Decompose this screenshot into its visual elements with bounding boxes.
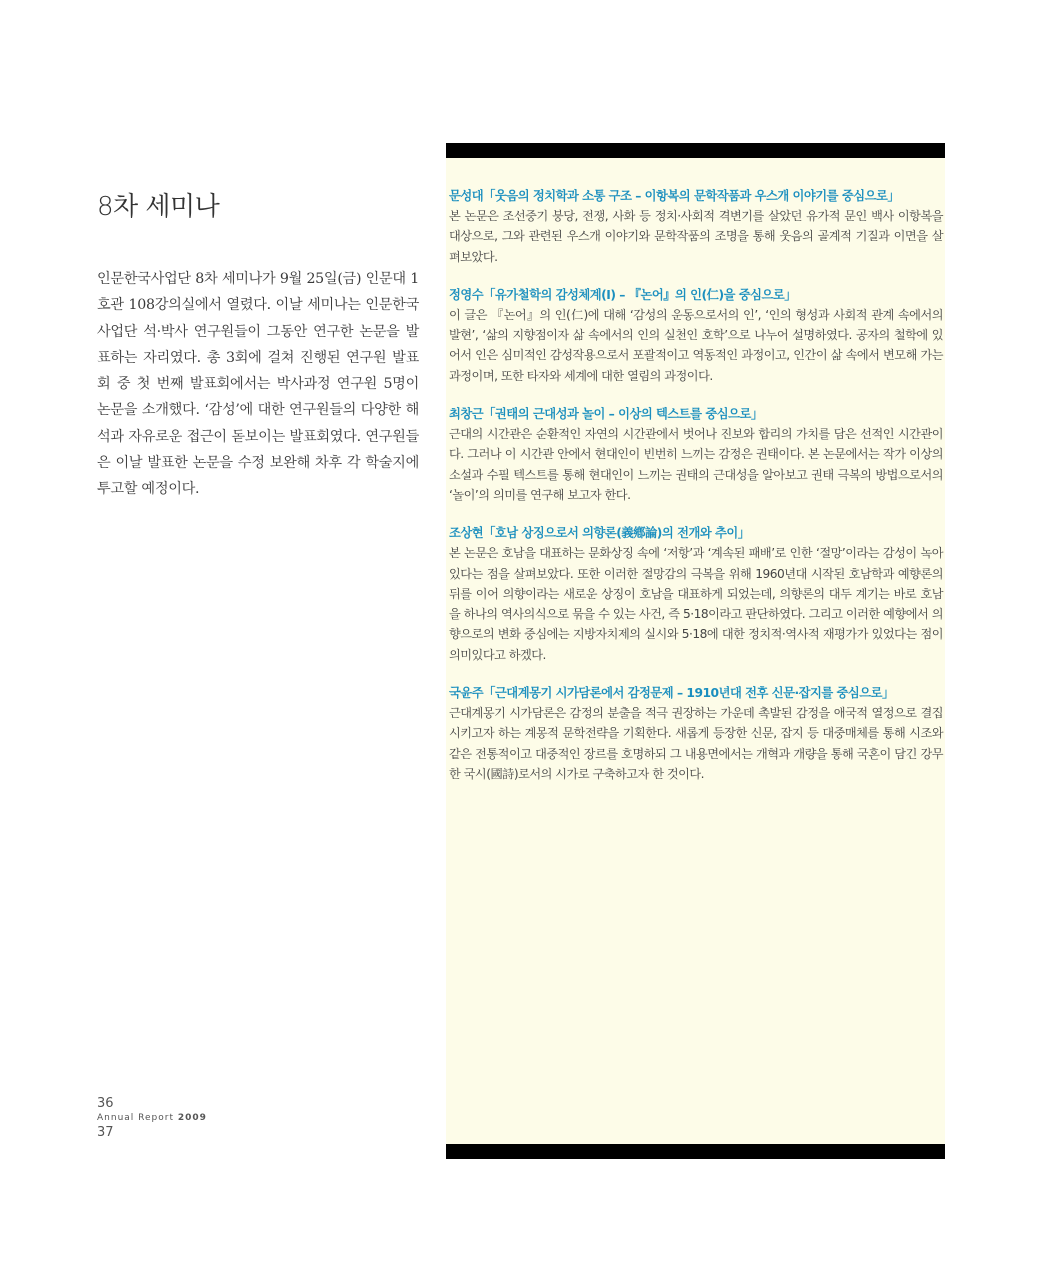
report-label-text: Annual Report (97, 1113, 174, 1123)
papers-list (449, 186, 943, 802)
paper-abstract: 근대계몽기 시가담론은 감정의 분출을 적극 권장하는 가운데 촉발된 감정을 애국적 열정으로 결집시키고자 하는 계몽적 문학전략을 기획한다. 새롭게 등장한 신문, 잡지 등 대중매체를 통해 시조와 같은 전통적이고 대중적인 장르를 호명하되 그 내용면에서는 개혁과 개량을 통해 국혼이 담긴 강무한 국시(國詩)로서의 시가로 구축하고자 한 것이다. (449, 706, 943, 781)
paper-title: 문성대「웃음의 정치학과 소통 구조 – 이항복의 문학작품과 우스개 이야기를 중심으로」 (449, 189, 900, 203)
seminar-title: 8차 세미나 (97, 192, 220, 222)
page-number-left: 36 (97, 1096, 114, 1111)
paper-entry (449, 523, 943, 665)
paper-title: 최창근「권태의 근대성과 놀이 – 이상의 텍스트를 중심으로」 (449, 407, 763, 422)
panel-bottom-bar (446, 1144, 945, 1159)
paper-abstract: 본 논문은 조선중기 붕당, 전쟁, 사화 등 정치·사회적 격변기를 살았던 유가적 문인 백사 이항복을 대상으로, 그와 관련된 우스개 이야기와 문학작품의 조명을 통해 웃음의 골계적 기질과 이면을 살펴보았다. (449, 209, 943, 264)
paper-abstract: 이 글은 『논어』의 인(仁)에 대해 ‘감성의 운동으로서의 인’, ‘인의 형성과 사회적 관계 속에서의 발현’, ‘삶의 지향점이자 삶 속에서의 인의 실천인 호학’으로 나누어 설명하였다. 공자의 철학에 있어서 인은 심미적인 감성작용으로서 포괄적이고 역동적인 과정이고, 인간이 삶 속에서 변모해 가는 과정이며, 또한 타자와 세계에 대한 열림의 과정이다. (449, 307, 943, 383)
paper-title: 국윤주「근대계몽기 시가담론에서 감정문제 – 1910년대 전후 신문·잡지를 중심으로」 (449, 686, 894, 701)
paper-entry (449, 285, 943, 386)
paper-abstract: 본 논문은 호남을 대표하는 문화상징 속에 ‘저항’과 ‘계속된 패배’로 인한 ‘절망’이라는 감성이 녹아있다는 점을 살펴보았다. 또한 이러한 절망감의 극복을 위해 1960년대 시작된 호남학과 예향론의 뒤를 이어 의향이라는 새로운 상징이 호남을 대표하게 되었는데, 의향론의 대두 계기는 바로 호남을 하나의 역사의식으로 묶을 수 있는 사건, 즉 5·18이라고 판단하였다. 그리고 이러한 예향에서 의향으로의 변화 중심에는 지방자치제의 실시와 5·18에 대한 정치적·역사적 재평가가 있었다는 점이 의미있다고 하겠다. (449, 546, 943, 662)
paper-abstract: 근대의 시간관은 순환적인 자연의 시간관에서 벗어나 진보와 합리의 가치를 담은 선적인 시간관이다. 그러나 이 시간관 안에서 현대인이 빈번히 느끼는 감정은 권태이다. 본 논문에서는 작가 이상의 소설과 수필 텍스트를 통해 현대인이 느끼는 권태의 근대성을 알아보고 권태 극복의 방법으로서의 ‘놀이’의 의미를 연구해 보고자 한다. (449, 427, 943, 502)
panel-top-bar (446, 143, 945, 158)
report-label (97, 1111, 207, 1125)
paper-entry (449, 186, 943, 267)
paper-title: 조상현「호남 상징으로서 의향론(義鄕論)의 전개와 추이」 (449, 526, 750, 541)
paper-title: 정영수「유가철학의 감성체계(I) – 『논어』의 인(仁)을 중심으로」 (449, 287, 797, 302)
report-year: 2009 (177, 1113, 207, 1123)
page-footer (97, 1096, 207, 1140)
page-number-right: 37 (97, 1125, 114, 1140)
seminar-description: 인문한국사업단 8차 세미나가 9월 25일(금) 인문대 1호관 108강의실에서 열렸다. 이날 세미나는 인문한국사업단 석·박사 연구원들이 그동안 연구한 논문을 발표하는 자리였다. 총 3회에 걸쳐 진행된 연구원 발표회 중 첫 번째 발표회에서는 박사과정 연구원 5명이 논문을 소개했다. ‘감성’에 대한 연구원들의 다양한 해석과 자유로운 접근이 돋보이는 발표회였다. 연구원들은 이날 발표한 논문을 수정 보완해 차후 각 학술지에 투고할 예정이다. (97, 271, 419, 498)
paper-entry (449, 404, 943, 505)
paper-entry (449, 683, 943, 784)
